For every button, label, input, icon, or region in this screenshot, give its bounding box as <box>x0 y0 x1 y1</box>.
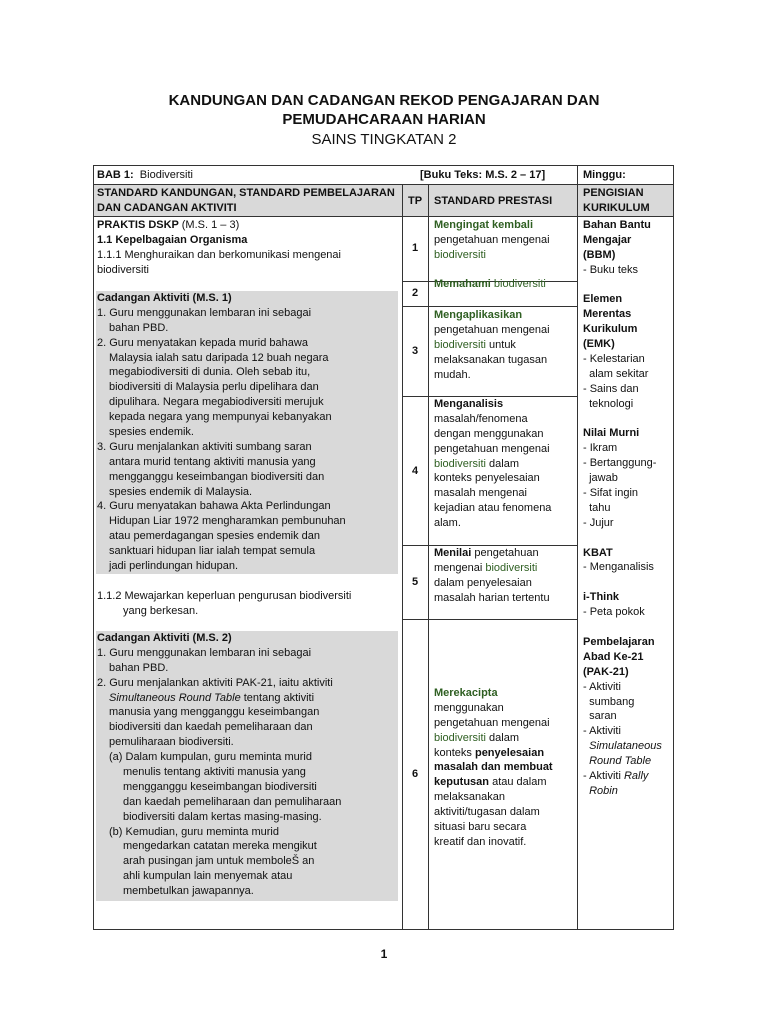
tp-number-2: 2 <box>411 287 419 299</box>
text-line <box>583 322 662 337</box>
keyword-text: biodiversiti <box>434 457 486 470</box>
text-segment: konteks penyelesaian <box>434 472 540 485</box>
text-line <box>434 805 553 820</box>
text-line <box>434 576 550 591</box>
text-segment: biodiversiti dan kaedah pemeliharaan dan <box>109 721 313 734</box>
text-segment: (M.S. 1 – 3) <box>181 219 240 231</box>
text-segment: tentang aktiviti <box>240 691 315 704</box>
text-line <box>97 646 341 661</box>
text-line <box>583 426 662 441</box>
text-segment: 3. Guru menjalankan aktiviti sumbang saran <box>97 440 312 453</box>
text-segment: Menganalisis <box>434 398 504 410</box>
text-segment: pengetahuan mengenai <box>434 323 550 336</box>
text-segment: Elemen <box>583 293 623 306</box>
keyword-text: Mengaplikasikan <box>434 309 523 321</box>
text-line <box>434 218 550 233</box>
text-line <box>583 486 662 501</box>
text-line <box>97 720 341 735</box>
text-segment: - Aktiviti <box>583 725 621 738</box>
text-line <box>434 368 550 383</box>
text-segment: antara murid tentang aktiviti manusia yang <box>109 455 316 468</box>
text-line <box>583 546 662 561</box>
text-segment: 1.1.2 Mewajarkan keperluan pengurusan biodiversiti <box>97 590 352 602</box>
text-segment: Malaysia ialah satu daripada 12 buah negara <box>109 351 329 364</box>
text-segment: 1.1.1 Menghuraikan dan berkomunikasi mengenai <box>97 248 341 261</box>
text-line <box>97 218 341 233</box>
text-line <box>97 410 346 425</box>
text-segment: - Aktiviti <box>583 769 624 782</box>
text-line <box>583 724 662 739</box>
text-segment: - Sifat ingin <box>583 487 639 500</box>
text-line <box>97 825 341 840</box>
text-segment: mengganggu keseimbangan biodiversiti dan <box>109 470 325 483</box>
header-pengisian-line2: KURIKULUM <box>583 202 650 214</box>
text-line <box>583 456 662 471</box>
text-line <box>434 775 553 790</box>
text-line <box>434 233 550 248</box>
text-segment: mudah. <box>434 368 471 381</box>
text-segment: 1. Guru menggunakan lembaran ini sebagai <box>97 646 312 659</box>
text-line <box>583 516 662 531</box>
text-segment: tahu <box>583 501 611 514</box>
text-segment: masalah harian tertentu <box>434 591 550 604</box>
text-line <box>434 746 553 761</box>
bab-label: BAB 1: <box>97 169 134 181</box>
text-line <box>97 529 346 544</box>
text-line <box>434 561 550 576</box>
text-segment: Simultaneous Round Table <box>109 691 241 704</box>
text-line <box>434 760 553 775</box>
text-segment: keputusan <box>434 776 490 789</box>
text-segment: mengganggu keseimbangan biodiversiti <box>123 780 317 793</box>
text-line <box>97 440 346 455</box>
text-segment: Kurikulum <box>583 323 638 336</box>
standard-intro <box>97 218 341 278</box>
text-segment: KBAT <box>583 546 613 559</box>
text-line <box>434 486 551 501</box>
text-line <box>97 321 346 336</box>
bab-row <box>97 168 193 183</box>
text-segment: - Buku teks <box>583 263 639 276</box>
text-segment: jadi perlindungan hidupan. <box>109 560 239 573</box>
text-segment: menulis tentang aktiviti manusia yang <box>123 766 306 779</box>
text-segment: atau pemerdagangan spesies endemik dan <box>109 530 320 543</box>
header-standard-prestasi: STANDARD PRESTASI <box>434 195 553 207</box>
text-line <box>583 560 662 575</box>
text-segment: masalah dan membuat <box>434 761 553 774</box>
text-line <box>97 336 346 351</box>
text-segment: 4. Guru menyatakan bahawa Akta Perlindungan <box>97 500 331 513</box>
text-segment: teknologi <box>583 397 634 410</box>
divider <box>577 165 578 930</box>
text-line <box>97 765 341 780</box>
text-segment: Abad Ke-21 <box>583 650 644 663</box>
text-line <box>583 709 662 724</box>
text-segment: penyelesaian <box>474 746 545 759</box>
text-line <box>583 769 662 784</box>
text-line <box>97 470 346 485</box>
tp-number-3: 3 <box>411 345 419 357</box>
prestasi-tp4 <box>434 397 551 531</box>
text-segment: Cadangan Aktiviti (M.S. 1) <box>97 292 232 304</box>
divider <box>428 184 429 930</box>
text-segment: alam. <box>434 517 461 530</box>
minggu-label: Minggu: <box>583 169 626 181</box>
text-segment: jawab <box>583 472 618 485</box>
text-line <box>583 665 662 680</box>
text-line <box>97 604 351 619</box>
prestasi-tp1 <box>434 218 550 263</box>
text-segment: Cadangan Aktiviti (M.S. 2) <box>97 632 232 644</box>
text-segment: (EMK) <box>583 338 615 351</box>
document-subtitle: SAINS TINGKATAN 2 <box>311 131 457 148</box>
text-segment: - Bertanggung- <box>583 457 657 470</box>
header-standard-line2: DAN CADANGAN AKTIVITI <box>97 202 237 214</box>
text-line <box>97 735 341 750</box>
text-line <box>434 686 553 701</box>
text-segment: Pembelajaran <box>583 635 655 648</box>
text-line <box>97 365 346 380</box>
text-line <box>97 425 346 440</box>
text-line <box>583 367 662 382</box>
text-line <box>97 499 346 514</box>
text-segment: Nilai Murni <box>583 427 640 440</box>
keyword-text: Merekacipta <box>434 687 498 699</box>
text-segment: manusia yang mengganggu keseimbangan <box>109 706 320 719</box>
text-line <box>434 731 553 746</box>
text-segment: i-Think <box>583 591 620 604</box>
text-line <box>583 695 662 710</box>
text-line <box>583 218 662 233</box>
text-line <box>97 380 346 395</box>
text-line <box>97 661 341 676</box>
text-line <box>97 248 341 263</box>
text-line <box>434 501 551 516</box>
text-line <box>97 351 346 366</box>
text-line <box>97 233 341 248</box>
text-line <box>583 531 662 546</box>
text-line <box>97 306 346 321</box>
text-line <box>97 676 341 691</box>
header-tp: TP <box>407 195 423 207</box>
text-segment: yang berkesan. <box>123 604 199 617</box>
text-segment: masalah/fenomena <box>434 412 528 425</box>
prestasi-tp3 <box>434 308 550 382</box>
text-line <box>583 754 662 769</box>
header-standard-line1: STANDARD KANDUNGAN, STANDARD PEMBELAJARAN <box>97 187 395 199</box>
text-segment: kejadian atau fenomena <box>434 502 552 515</box>
cadangan-aktiviti-2 <box>97 631 341 899</box>
text-segment: Merentas <box>583 308 632 321</box>
text-segment: konteks <box>434 746 475 759</box>
text-line <box>97 884 341 899</box>
text-segment: - Menganalisis <box>583 561 654 574</box>
text-line <box>583 397 662 412</box>
prestasi-tp6 <box>434 686 553 850</box>
text-line <box>97 869 341 884</box>
text-line <box>97 544 346 559</box>
text-segment: pemuliharaan biodiversiti. <box>109 736 234 749</box>
text-line <box>434 397 551 412</box>
text-segment: kreatif dan inovatif. <box>434 835 527 848</box>
text-line <box>97 559 346 574</box>
text-line <box>583 292 662 307</box>
text-line <box>434 427 551 442</box>
text-segment: Simulataneous <box>583 740 662 753</box>
text-segment: (b) Kemudian, guru meminta murid <box>109 825 279 838</box>
text-segment: ahli kumpulan lain menyemak atau <box>123 870 293 883</box>
text-segment: atau dalam <box>489 776 547 789</box>
text-line <box>583 441 662 456</box>
header-pengisian-line1: PENGISIAN <box>583 187 644 199</box>
text-line <box>434 471 551 486</box>
keyword-text: biodiversiti <box>485 561 538 574</box>
text-line <box>434 591 550 606</box>
text-segment: dalam <box>485 457 519 470</box>
text-line <box>583 739 662 754</box>
cadangan-aktiviti-1 <box>97 291 346 574</box>
text-line <box>434 353 550 368</box>
text-segment: dipulihara. Negara megabiodiversiti merujuk <box>109 396 324 409</box>
text-segment: Round Table <box>583 755 652 768</box>
text-line <box>434 442 551 457</box>
text-segment: 2. Guru menyatakan kepada murid bahawa <box>97 336 308 349</box>
text-line <box>434 308 550 323</box>
text-segment: 1. Guru menggunakan lembaran ini sebagai <box>97 306 312 319</box>
text-segment: alam sekitar <box>583 367 649 380</box>
keyword-text: biodiversiti <box>434 731 486 744</box>
text-line <box>583 501 662 516</box>
text-segment: mengenai <box>434 561 486 574</box>
text-segment: arah pusingan jam untuk memboleŠ an <box>123 855 315 868</box>
text-line <box>583 471 662 486</box>
text-line <box>97 810 341 825</box>
text-line <box>434 248 550 263</box>
text-segment: spesies endemik. <box>109 426 194 439</box>
text-line <box>434 323 550 338</box>
text-segment: menggunakan <box>434 701 504 714</box>
text-segment: masalah mengenai <box>434 487 527 500</box>
text-line <box>583 635 662 650</box>
text-segment: aktiviti/tugasan dalam <box>434 806 540 819</box>
text-segment: - Ikram <box>583 442 618 455</box>
page-number: 1 <box>380 947 388 961</box>
text-line <box>434 338 550 353</box>
text-line <box>583 680 662 695</box>
text-segment: pengetahuan mengenai <box>434 233 550 246</box>
pengisian-kurikulum <box>583 218 662 799</box>
text-line <box>583 784 662 799</box>
prestasi-tp2 <box>434 277 546 292</box>
text-line <box>97 854 341 869</box>
keyword-text: biodiversiti <box>490 278 546 290</box>
text-line <box>583 575 662 590</box>
divider <box>402 306 577 307</box>
standard-1-1-2 <box>97 589 351 619</box>
text-line <box>97 455 346 470</box>
text-line <box>583 263 662 278</box>
text-segment: biodiversiti <box>97 263 149 276</box>
text-segment: 2. Guru menjalankan aktiviti PAK-21, iaitu aktiviti <box>97 676 333 689</box>
text-segment: dan kaedah pemeliharaan dan pemuliharaan <box>123 795 342 808</box>
text-segment: kepada negara yang mempunyai kebanyakan <box>109 411 332 424</box>
document-title-line2: PEMUDAHCARAAN HARIAN <box>282 111 486 128</box>
buku-teks-ref: [Buku Teks: M.S. 2 – 17] <box>420 169 546 181</box>
text-segment: biodiversiti dalam kertas masing-masing. <box>123 810 322 823</box>
text-segment: Mengajar <box>583 233 632 246</box>
keyword-text: Mengingat kembali <box>434 219 534 231</box>
text-line <box>583 620 662 635</box>
keyword-text: Memahami <box>434 278 491 290</box>
text-line <box>434 516 551 531</box>
text-line <box>97 839 341 854</box>
keyword-text: biodiversiti <box>434 338 486 351</box>
tp-number-1: 1 <box>411 242 419 254</box>
text-line <box>97 750 341 765</box>
text-line <box>583 248 662 263</box>
text-segment: saran <box>583 710 617 723</box>
text-segment: bahan PBD. <box>109 321 169 334</box>
text-segment: pengetahuan <box>471 547 539 559</box>
text-line <box>97 691 341 706</box>
text-line <box>97 291 346 306</box>
text-segment: Robin <box>583 784 618 797</box>
text-segment: megabiodiversiti di dunia. Oleh sebab itu, <box>109 366 311 379</box>
text-line <box>97 514 346 529</box>
text-line <box>434 820 553 835</box>
text-segment: melaksanakan tugasan <box>434 353 548 366</box>
text-line <box>583 382 662 397</box>
text-segment: (BBM) <box>583 248 616 261</box>
document-title-line1: KANDUNGAN DAN CADANGAN REKOD PENGAJARAN DAN <box>168 92 600 109</box>
text-line <box>97 795 341 810</box>
text-line <box>97 395 346 410</box>
text-segment: Hidupan Liar 1972 mengharamkan pembunuhan <box>109 515 346 528</box>
text-line <box>97 589 351 604</box>
text-line <box>97 780 341 795</box>
text-line <box>583 233 662 248</box>
text-line <box>583 590 662 605</box>
divider <box>93 184 674 185</box>
text-segment: pengetahuan mengenai <box>434 442 550 455</box>
text-segment: (a) Dalam kumpulan, guru meminta murid <box>109 751 312 764</box>
text-line <box>434 457 551 472</box>
text-segment: bahan PBD. <box>109 661 169 674</box>
text-segment: - Kelestarian <box>583 353 645 366</box>
text-line <box>434 277 546 292</box>
text-segment: sumbang <box>583 695 635 708</box>
tp-number-6: 6 <box>411 768 419 780</box>
text-segment: - Sains dan <box>583 382 639 395</box>
text-line <box>434 412 551 427</box>
text-segment: dalam penyelesaian <box>434 576 532 589</box>
text-line <box>583 352 662 367</box>
keyword-text: biodiversiti <box>434 248 486 261</box>
text-line <box>434 835 553 850</box>
divider <box>402 619 577 620</box>
text-segment: PRAKTIS DSKP <box>97 219 182 231</box>
text-segment: membetulkan jawapannya. <box>123 885 254 898</box>
prestasi-tp5 <box>434 546 550 606</box>
text-line <box>97 485 346 500</box>
text-segment: dalam <box>485 731 519 744</box>
text-segment: - Peta pokok <box>583 606 645 619</box>
text-line <box>583 278 662 293</box>
text-segment: melaksanakan <box>434 791 505 804</box>
text-line <box>97 263 341 278</box>
text-segment: biodiversiti di Malaysia perlu dipelihara dan <box>109 381 319 394</box>
text-line <box>434 701 553 716</box>
text-line <box>583 337 662 352</box>
text-segment: Rally <box>623 769 649 782</box>
text-segment: Bahan Bantu <box>583 219 651 231</box>
text-segment: mengedarkan catatan mereka mengikut <box>123 840 317 853</box>
text-segment: 1.1 Kepelbagaian Organisma <box>97 233 248 246</box>
text-line <box>434 546 550 561</box>
text-line <box>97 705 341 720</box>
text-segment: dengan menggunakan <box>434 427 544 440</box>
text-line <box>583 605 662 620</box>
text-line <box>583 412 662 427</box>
bab-title: Biodiversiti <box>139 169 193 181</box>
text-segment: - Aktiviti <box>583 680 621 693</box>
text-segment: sanktuari hidupan liar ialah tempat semula <box>109 545 316 558</box>
text-line <box>434 716 553 731</box>
text-line <box>97 631 341 646</box>
text-segment: spesies endemik di Malaysia. <box>109 485 253 498</box>
text-segment: situasi baru secara <box>434 821 527 834</box>
text-segment: (PAK-21) <box>583 665 629 678</box>
text-line <box>583 650 662 665</box>
divider <box>93 216 674 217</box>
text-segment: - Jujur <box>583 516 614 529</box>
text-segment: pengetahuan mengenai <box>434 716 550 729</box>
tp-number-5: 5 <box>411 576 419 588</box>
text-segment: Menilai <box>434 547 472 559</box>
tp-number-4: 4 <box>411 465 419 477</box>
text-line <box>434 790 553 805</box>
text-line <box>583 307 662 322</box>
text-segment: untuk <box>485 338 516 351</box>
